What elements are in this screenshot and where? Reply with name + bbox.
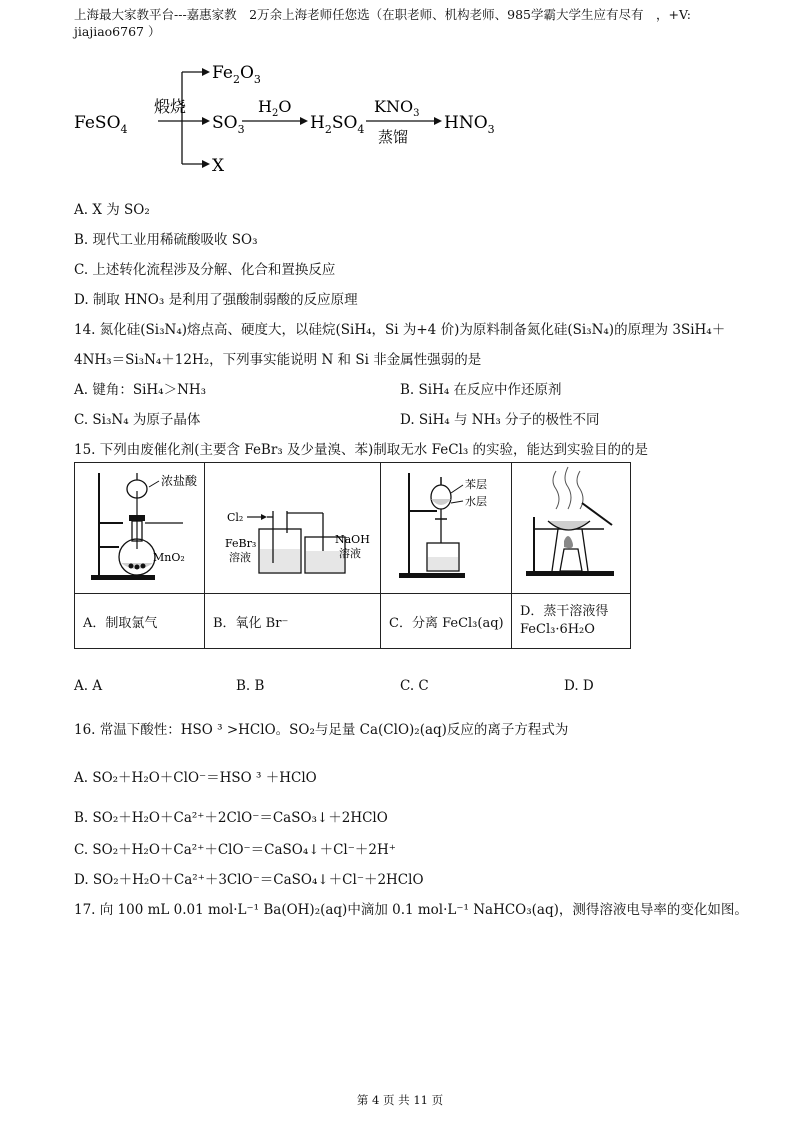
mno2-label: MnO₂ xyxy=(153,551,185,564)
cell-b-label: B．氧化 Br⁻ xyxy=(205,594,381,649)
hno3-label: $HNO_3$ xyxy=(444,113,495,136)
q14-option-a: A. 键角：SiH₄＞NH₃ xyxy=(74,382,207,398)
q16-option-a: A. SO₂＋H₂O＋ClO⁻＝HSO ³ ＋HClO xyxy=(74,770,317,786)
q15-option-c: C. C xyxy=(400,678,429,694)
water-layer-label: 水层 xyxy=(465,495,487,508)
distill-label: 蒸馏 xyxy=(378,128,409,146)
q14-option-b: B. SiH₄ 在反应中作还原剂 xyxy=(400,382,562,398)
q13-option-a: A. X 为 SO₂ xyxy=(74,202,150,218)
conc-hcl-label: 浓盐酸 xyxy=(161,474,198,488)
separatory-funnel-apparatus xyxy=(381,463,510,589)
q14-option-d: D. SiH₄ 与 NH₃ 分子的极性不同 xyxy=(400,412,600,428)
cell-a-label: A．制取氯气 xyxy=(75,594,205,649)
benzene-layer-label: 苯层 xyxy=(465,478,487,491)
q13-option-c: C. 上述转化流程涉及分解、化合和置换反应 xyxy=(74,262,336,278)
naoh-label: NaOH xyxy=(335,533,370,546)
q15-stem: 15. 下列由废催化剂(主要含 FeBr₃ 及少量溴、苯)制取无水 FeCl₃ 的实验，能达到实验目的的是 xyxy=(74,442,649,458)
cell-d-label-line2: FeCl₃·6H₂O xyxy=(520,622,595,637)
q17-stem: 17. 向 100 mL 0.01 mol·L⁻¹ Ba(OH)₂(aq)中滴加 0.1 mol·L⁻¹ NaHCO₃(aq)，测得溶液电导率的变化如图。 xyxy=(74,902,748,918)
bromide-oxidation-apparatus xyxy=(205,463,379,589)
h2so4-label: $H_2SO_4$ xyxy=(310,113,365,136)
page-number: 第 4 页 共 11 页 xyxy=(356,1093,444,1107)
cell-d-label xyxy=(512,594,631,649)
q15-option-b: B. B xyxy=(236,678,265,694)
page-header: 上海最大家教平台---嘉惠家教 2万余上海老师任您选（在职老师、机构老师、985学霸大学生应有尽有 ，+V: jiajiao6767 ） xyxy=(74,7,691,39)
cell-c-label: C．分离 FeCl₃(aq) xyxy=(381,594,512,649)
febr3-label: FeBr₃ xyxy=(225,537,257,550)
experiment-table xyxy=(74,462,631,649)
q15-option-d: D. D xyxy=(564,678,594,694)
cl2-label: Cl₂ xyxy=(227,511,244,524)
q16-option-d: D. SO₂＋H₂O＋Ca²⁺＋3ClO⁻＝CaSO₄↓＋Cl⁻＋2HClO xyxy=(74,872,424,888)
q15-option-a: A. A xyxy=(74,678,103,694)
x-label: X xyxy=(212,156,225,176)
q16-stem: 16. 常温下酸性：HSO ³ >HClO。SO₂与足量 Ca(ClO)₂(aq)反应的离子方程式为 xyxy=(74,722,569,738)
q16-option-b: B. SO₂＋H₂O＋Ca²⁺＋2ClO⁻＝CaSO₃↓＋2HClO xyxy=(74,810,388,826)
cell-d-label-line1: D．蒸干溶液得 xyxy=(520,604,609,619)
febr3-solution-label: 溶液 xyxy=(229,551,251,564)
reactant-label: FeSO$_4$ xyxy=(74,113,128,136)
q14-stem-line2: 4NH₃＝Si₃N₄＋12H₂，下列事实能说明 N 和 Si 非金属性强弱的是 xyxy=(74,352,482,368)
q13-option-b: B. 现代工业用稀硫酸吸收 SO₃ xyxy=(74,232,258,248)
calcine-label: 煅烧 xyxy=(154,97,187,116)
q16-option-c: C. SO₂＋H₂O＋Ca²⁺＋ClO⁻＝CaSO₄↓＋Cl⁻＋2H⁺ xyxy=(74,842,396,858)
apparatus-d-cell xyxy=(512,463,631,594)
fe2o3-label: $Fe_2O_3$ xyxy=(212,63,261,86)
q14-option-c: C. Si₃N₄ 为原子晶体 xyxy=(74,412,201,428)
so3-label: $SO_3$ xyxy=(212,113,245,136)
flow-diagram xyxy=(74,62,504,182)
naoh-solution-label: 溶液 xyxy=(339,547,361,560)
apparatus-c-cell xyxy=(381,463,512,594)
apparatus-a-cell xyxy=(75,463,205,594)
q13-option-d: D. 制取 HNO₃ 是利用了强酸制弱酸的反应原理 xyxy=(74,292,358,308)
chlorine-generator-apparatus xyxy=(75,463,203,589)
water-label: $H_2O$ xyxy=(258,97,292,119)
q14-stem-line1: 14. 氮化硅(Si₃N₄)熔点高、硬度大，以硅烷(SiH₄，Si 为+4 价)为原料制备氮化硅(Si₃N₄)的原理为 3SiH₄＋ xyxy=(74,322,726,338)
kno3-label: $KNO_3$ xyxy=(374,97,420,119)
evaporation-apparatus xyxy=(512,463,629,589)
apparatus-b-cell xyxy=(205,463,381,594)
